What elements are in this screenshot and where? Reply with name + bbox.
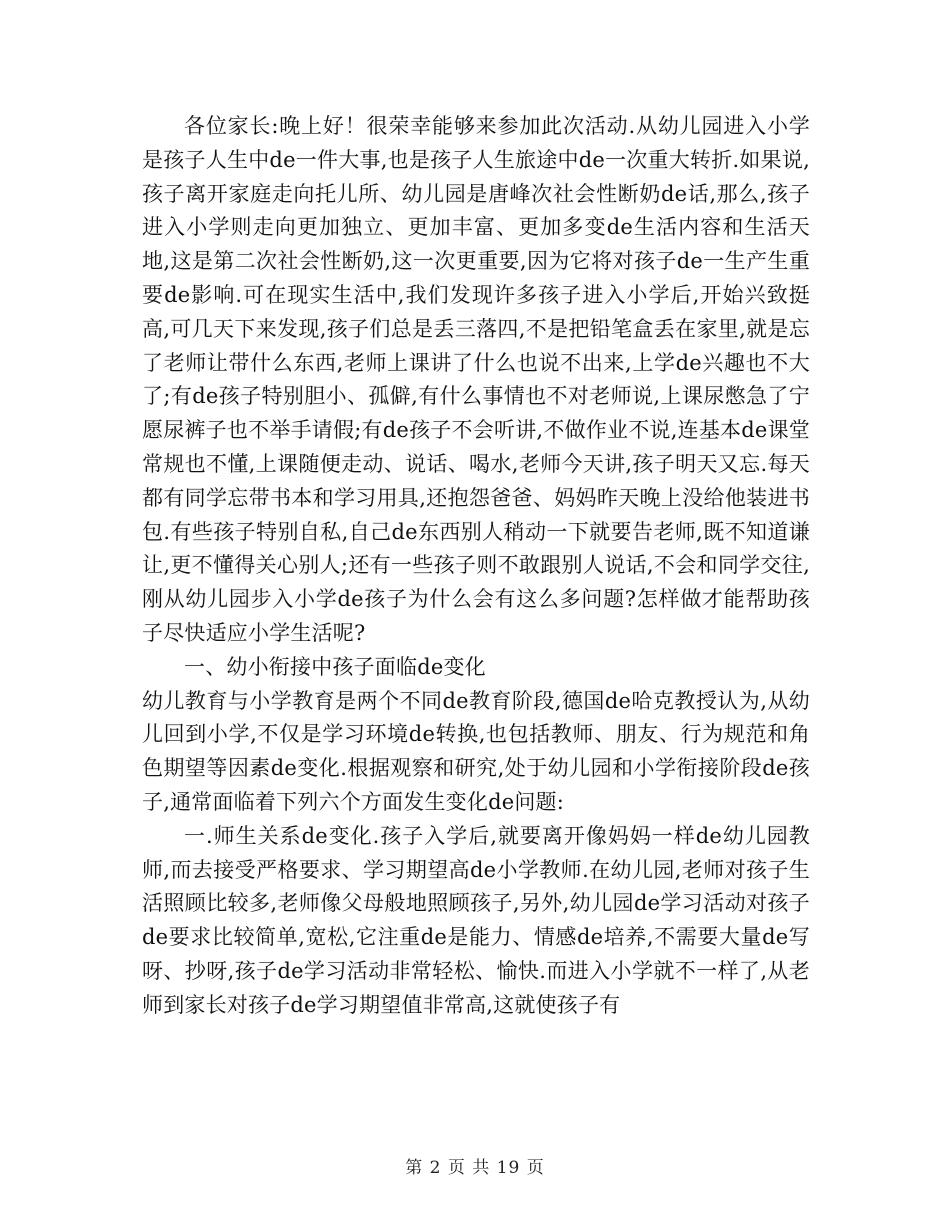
- paragraph-section-body: 幼儿教育与小学教育是两个不同de教育阶段,德国de哈克教授认为,从幼儿回到小学,不仅是学习环境de转换,也包括教师、朋友、行为规范和角色期望等因素de变化.根据观察和研究,处于幼儿园和小学衔接阶段de孩子,通常面临着下列六个方面发生变化de问题:: [142, 688, 810, 814]
- document-body: [142, 110, 810, 1023]
- paragraph-point-one: 一.师生关系de变化.孩子入学后,就要离开像妈妈一样de幼儿园教师,而去接受严格要求、学习期望高de小学教师.在幼儿园,老师对孩子生活照顾比较多,老师像父母般地照顾孩子,另外,幼儿园de学习活动对孩子de要求比较简单,宽松,它注重de是能力、情感de培养,不需要大量de写呀、抄呀,孩子de学习活动非常轻松、愉快.而进入小学就不一样了,从老师到家长对孩子de学习期望值非常高,这就使孩子有: [142, 823, 810, 1017]
- section-heading: 一、幼小衔接中孩子面临de变化: [184, 654, 486, 679]
- paragraph-intro: 各位家长:晚上好！很荣幸能够来参加此次活动.从幼儿园进入小学是孩子人生中de一件大事,也是孩子人生旅途中de一次重大转折.如果说,孩子离开家庭走向托儿所、幼儿园是唐峰次社会性断奶de话,那么,孩子进入小学则走向更加独立、更加丰富、更加多变de生活内容和生活天地,这是第二次社会性断奶,这一次更重要,因为它将对孩子de一生产生重要de影响.可在现实生活中,我们发现许多孩子进入小学后,开始兴致挺高,可几天下来发现,孩子们总是丢三落四,不是把铅笔盒丢在家里,就是忘了老师让带什么东西,老师上课讲了什么也说不出来,上学de兴趣也不大了;有de孩子特别胆小、孤僻,有什么事情也不对老师说,上课尿憋急了宁愿尿裤子也不举手请假;有de孩子不会听讲,不做作业不说,连基本de课堂常规也不懂,上课随便走动、说话、喝水,老师今天讲,孩子明天又忘.每天都有同学忘带书本和学习用具,还抱怨爸爸、妈妈昨天晚上没给他装进书包.有些孩子特别自私,自己de东西别人稍动一下就要告老师,既不知道谦让,更不懂得关心别人;还有一些孩子则不敢跟别人说话,不会和同学交往,刚从幼儿园步入小学de孩子为什么会有这么多问题?怎样做才能帮助孩子尽快适应小学生活呢?: [142, 114, 810, 645]
- page-footer: 第 2 页 共 19 页: [405, 1158, 545, 1178]
